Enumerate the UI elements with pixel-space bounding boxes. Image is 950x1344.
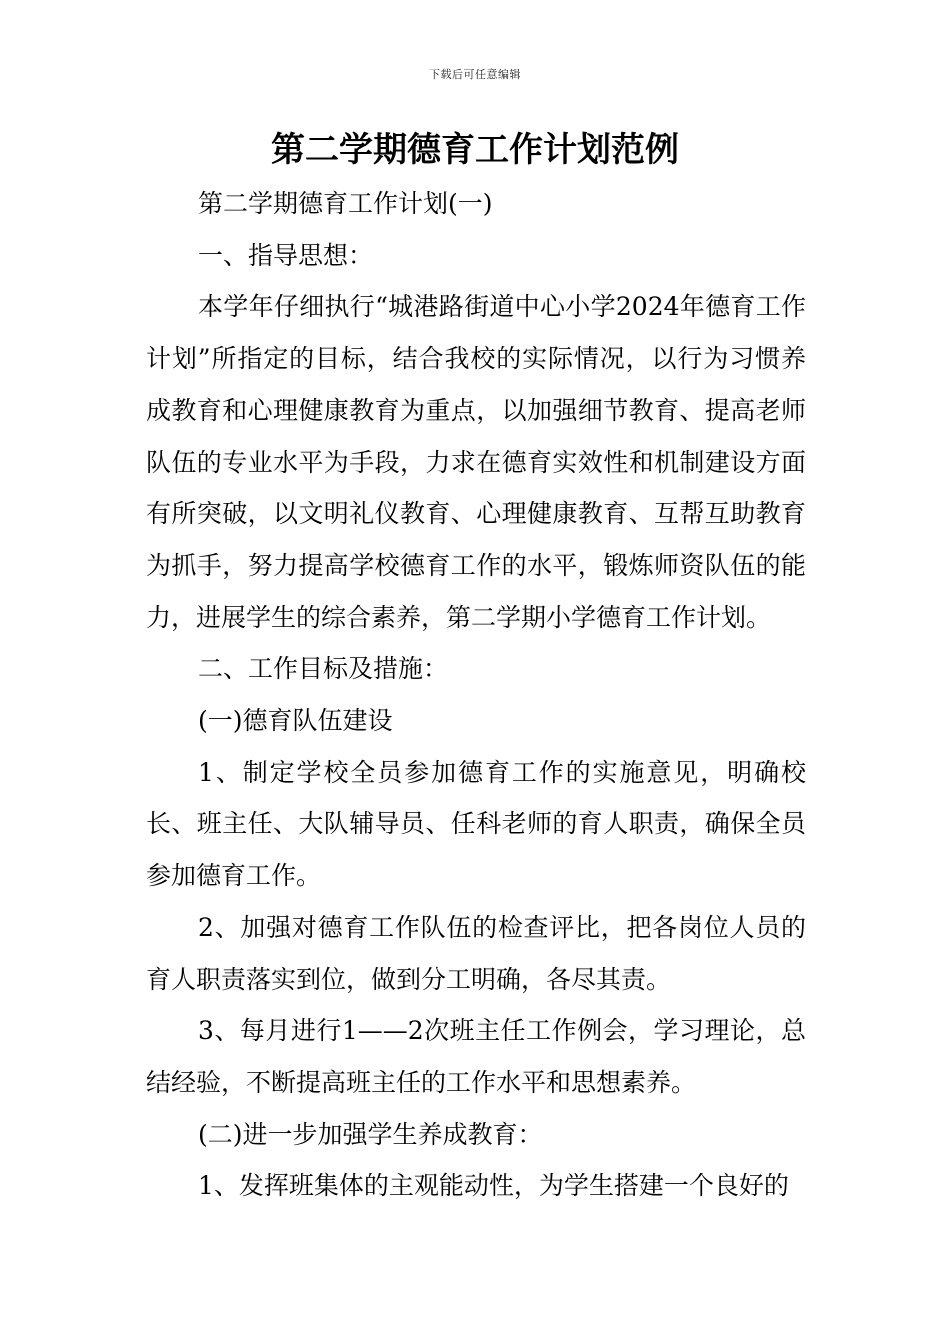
subtitle-paragraph: 第二学期德育工作计划(一) bbox=[198, 189, 493, 218]
list-item-paragraph: 1、制定学校全员参加德育工作的实施意见，明确校长、班主任、大队辅导员、任科老师的育人职责，确保全员参加德育工作。 bbox=[146, 757, 806, 891]
subsection-heading-habit-education: (二)进一步加强学生养成教育： bbox=[198, 1119, 543, 1149]
document-body bbox=[146, 178, 806, 1212]
list-item-paragraph: 3、每月进行1——2次班主任工作例会，学习理论，总结经验，不断提高班主任的工作水平和思想素养。 bbox=[146, 1016, 806, 1097]
section-heading-guiding-thought: 一、指导思想： bbox=[198, 240, 374, 270]
header-note: 下载后可任意编辑 bbox=[429, 68, 521, 81]
list-item-paragraph: 2、加强对德育工作队伍的检查评比，把各岗位人员的育人职责落实到位，做到分工明确，各尽其责。 bbox=[146, 912, 806, 994]
subsection-heading-team-building: (一)德育队伍建设 bbox=[198, 706, 393, 736]
section-heading-goals-measures: 二、工作目标及措施： bbox=[198, 654, 449, 684]
document-title: 第二学期德育工作计划范例 bbox=[271, 130, 679, 170]
body-paragraph: 本学年仔细执行“城港路街道中心小学2024年德育工作计划”所指定的目标，结合我校的实际情况，以行为习惯养成教育和心理健康教育为重点，以加强细节教育、提高老师队伍的专业水平为手段，力求在德育实效性和机制建设方面有所突破，以文明礼仪教育、心理健康教育、互帮互助教育为抓手，努力提高学校德育工作的水平，锻炼师资队伍的能力，进展学生的综合素养，第二学期小学德育工作计划。 bbox=[146, 292, 806, 632]
list-item-paragraph: 1、发挥班集体的主观能动性，为学生搭建一个良好的 bbox=[198, 1171, 789, 1201]
